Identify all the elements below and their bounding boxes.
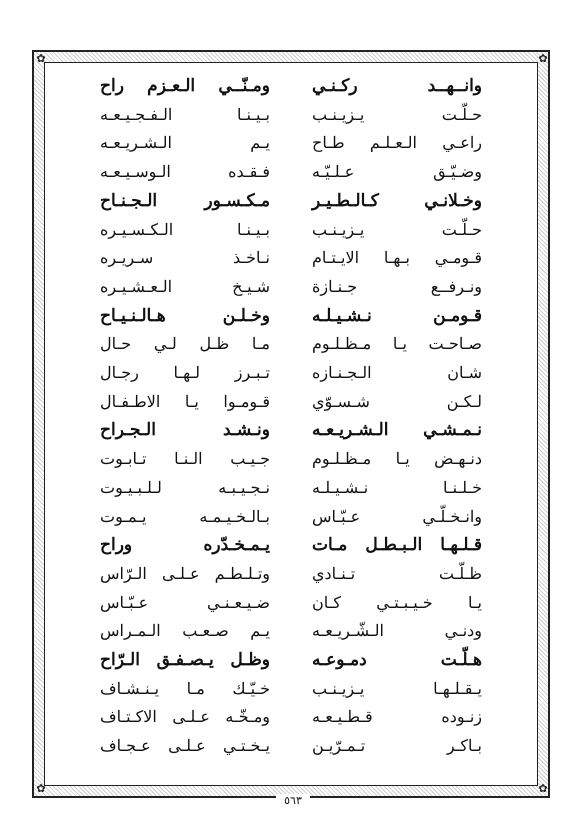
verse-first-hemistich: نـمـشـي الـشـريـعـه	[312, 420, 482, 441]
corner-ornament-bottom-right: ✿	[538, 782, 548, 795]
verse-first-hemistich: قـومـي بـهـا الايـتـام	[312, 248, 482, 268]
verse-line	[100, 416, 482, 444]
verse-second-hemistich: بـالـخـيـمـه يـمـوت	[100, 506, 270, 526]
verse-line	[100, 675, 482, 703]
verse-line	[100, 273, 482, 301]
poem-body	[100, 72, 482, 792]
verse-first-hemistich: ودنـي الـشّـريـعـه	[312, 621, 482, 641]
verse-line	[100, 244, 482, 272]
verse-first-hemistich: صـاحـت يـا مـظـلـوم	[312, 334, 482, 354]
verse-second-hemistich: يـم صـعـب الـمـراس	[100, 621, 270, 641]
verse-second-hemistich: تـبـرز لـهـا رجـال	[100, 363, 270, 382]
verse-second-hemistich: مـكـسـور الـجـنـاح	[100, 190, 270, 211]
verse-first-hemistich: حـلّـت يـزيـنـب	[312, 219, 482, 239]
verse-first-hemistich: شـان الـجـنـازه	[312, 363, 482, 382]
verse-second-hemistich: خـيّـك مـا يـنـشـاف	[100, 678, 270, 698]
corner-ornament-top-right: ✿	[538, 52, 548, 65]
verse-first-hemistich: بـاكـر تـمـرّيـن	[312, 736, 482, 756]
verse-line	[100, 302, 482, 330]
verse-line	[100, 703, 482, 731]
verse-line	[100, 72, 482, 100]
verse-second-hemistich: وظـل يـصـفـق الـرّاح	[100, 650, 270, 670]
verse-second-hemistich: جـيـب الـنـا تـابـوت	[100, 449, 270, 469]
verse-second-hemistich: فـقـده الـوسـيـعـه	[100, 162, 270, 182]
verse-line	[100, 445, 482, 473]
verse-line	[100, 531, 482, 559]
verse-first-hemistich: يـا خـيـبـتـي كـان	[312, 592, 482, 612]
verse-line	[100, 617, 482, 645]
verse-second-hemistich: وتـلـطـم عـلـى الـرّاس	[100, 563, 270, 583]
verse-second-hemistich: بـيـنـا الـفـجـيـعـه	[100, 104, 270, 124]
verse-first-hemistich: لـكـن شـسـوّي	[312, 391, 482, 411]
verse-line	[100, 101, 482, 129]
verse-second-hemistich: ومـخّـه عـلـى الاكـتـاف	[100, 707, 270, 727]
verse-second-hemistich: نـجـيـبـه لـلـبـيـوت	[100, 477, 270, 497]
verse-first-hemistich: وانــهــد ركـنـي	[312, 76, 482, 96]
verse-line	[100, 129, 482, 157]
verse-first-hemistich: هـلّـت دمـوعـه	[312, 650, 482, 670]
verse-first-hemistich: قـومـن نـشـيـلـه	[312, 305, 482, 326]
verse-second-hemistich: بـيـنـا الـكـسـيـره	[100, 219, 270, 239]
page-number: ٥٦٣	[276, 794, 310, 808]
verse-line	[100, 646, 482, 674]
verse-line	[100, 187, 482, 215]
verse-line	[100, 216, 482, 244]
verse-second-hemistich: وخـلـن هـالـنـيـاح	[100, 305, 270, 326]
verse-line	[100, 560, 482, 588]
verse-second-hemistich: نـاخـذ سـريـره	[100, 248, 270, 268]
verse-second-hemistich: يـم الـشـريـعـه	[100, 133, 270, 153]
verse-line	[100, 732, 482, 760]
verse-line	[100, 158, 482, 186]
verse-line	[100, 503, 482, 531]
verse-second-hemistich: يـمـخـدّره وراح	[100, 535, 270, 556]
verse-first-hemistich: دنـهـض يـا مـظـلـوم	[312, 449, 482, 469]
verse-line	[100, 330, 482, 358]
verse-second-hemistich: شـيـخ الـعـشـيـره	[100, 276, 270, 296]
verse-first-hemistich: ونـرفــع جـنـازة	[312, 276, 482, 296]
verse-second-hemistich: ونـشـد الـجـراح	[100, 420, 270, 441]
corner-ornament-bottom-left: ✿	[36, 782, 46, 795]
verse-first-hemistich: قـلـهـا الـبـطـل مـات	[312, 535, 482, 556]
verse-first-hemistich: خـلـنـا نـشـيـلـه	[312, 477, 482, 497]
verse-second-hemistich: قـومـوا يـا الاطـفـال	[100, 391, 270, 411]
verse-line	[100, 474, 482, 502]
verse-first-hemistich: حـلّـت يـزيـنـب	[312, 104, 482, 124]
verse-line	[100, 388, 482, 416]
verse-first-hemistich: زنـوده قـطـيـعـه	[312, 707, 482, 727]
verse-first-hemistich: وخـلانـي كـالـطـيـر	[312, 190, 482, 211]
verse-second-hemistich: ضـيـعـنـي عـبّـاس	[100, 592, 270, 612]
verse-second-hemistich: ومـنّــي الـعـزم راح	[100, 76, 270, 96]
verse-line	[100, 359, 482, 387]
verse-first-hemistich: راعـي الـعـلـم طـاح	[312, 133, 482, 153]
verse-second-hemistich: يـخـتـي عـلـى عـجـاف	[100, 736, 270, 756]
verse-line	[100, 589, 482, 617]
verse-first-hemistich: وضـيّـق عـلـيّـه	[312, 162, 482, 182]
corner-ornament-top-left: ✿	[36, 52, 46, 65]
verse-first-hemistich: يـقـلـهـا يـزيـنـب	[312, 678, 482, 698]
verse-first-hemistich: وانـخـلّـي عـبّـاس	[312, 506, 482, 526]
verse-second-hemistich: مـا ظـل لـي حـال	[100, 334, 270, 354]
verse-first-hemistich: ظـلّـت تـنـادي	[312, 563, 482, 583]
